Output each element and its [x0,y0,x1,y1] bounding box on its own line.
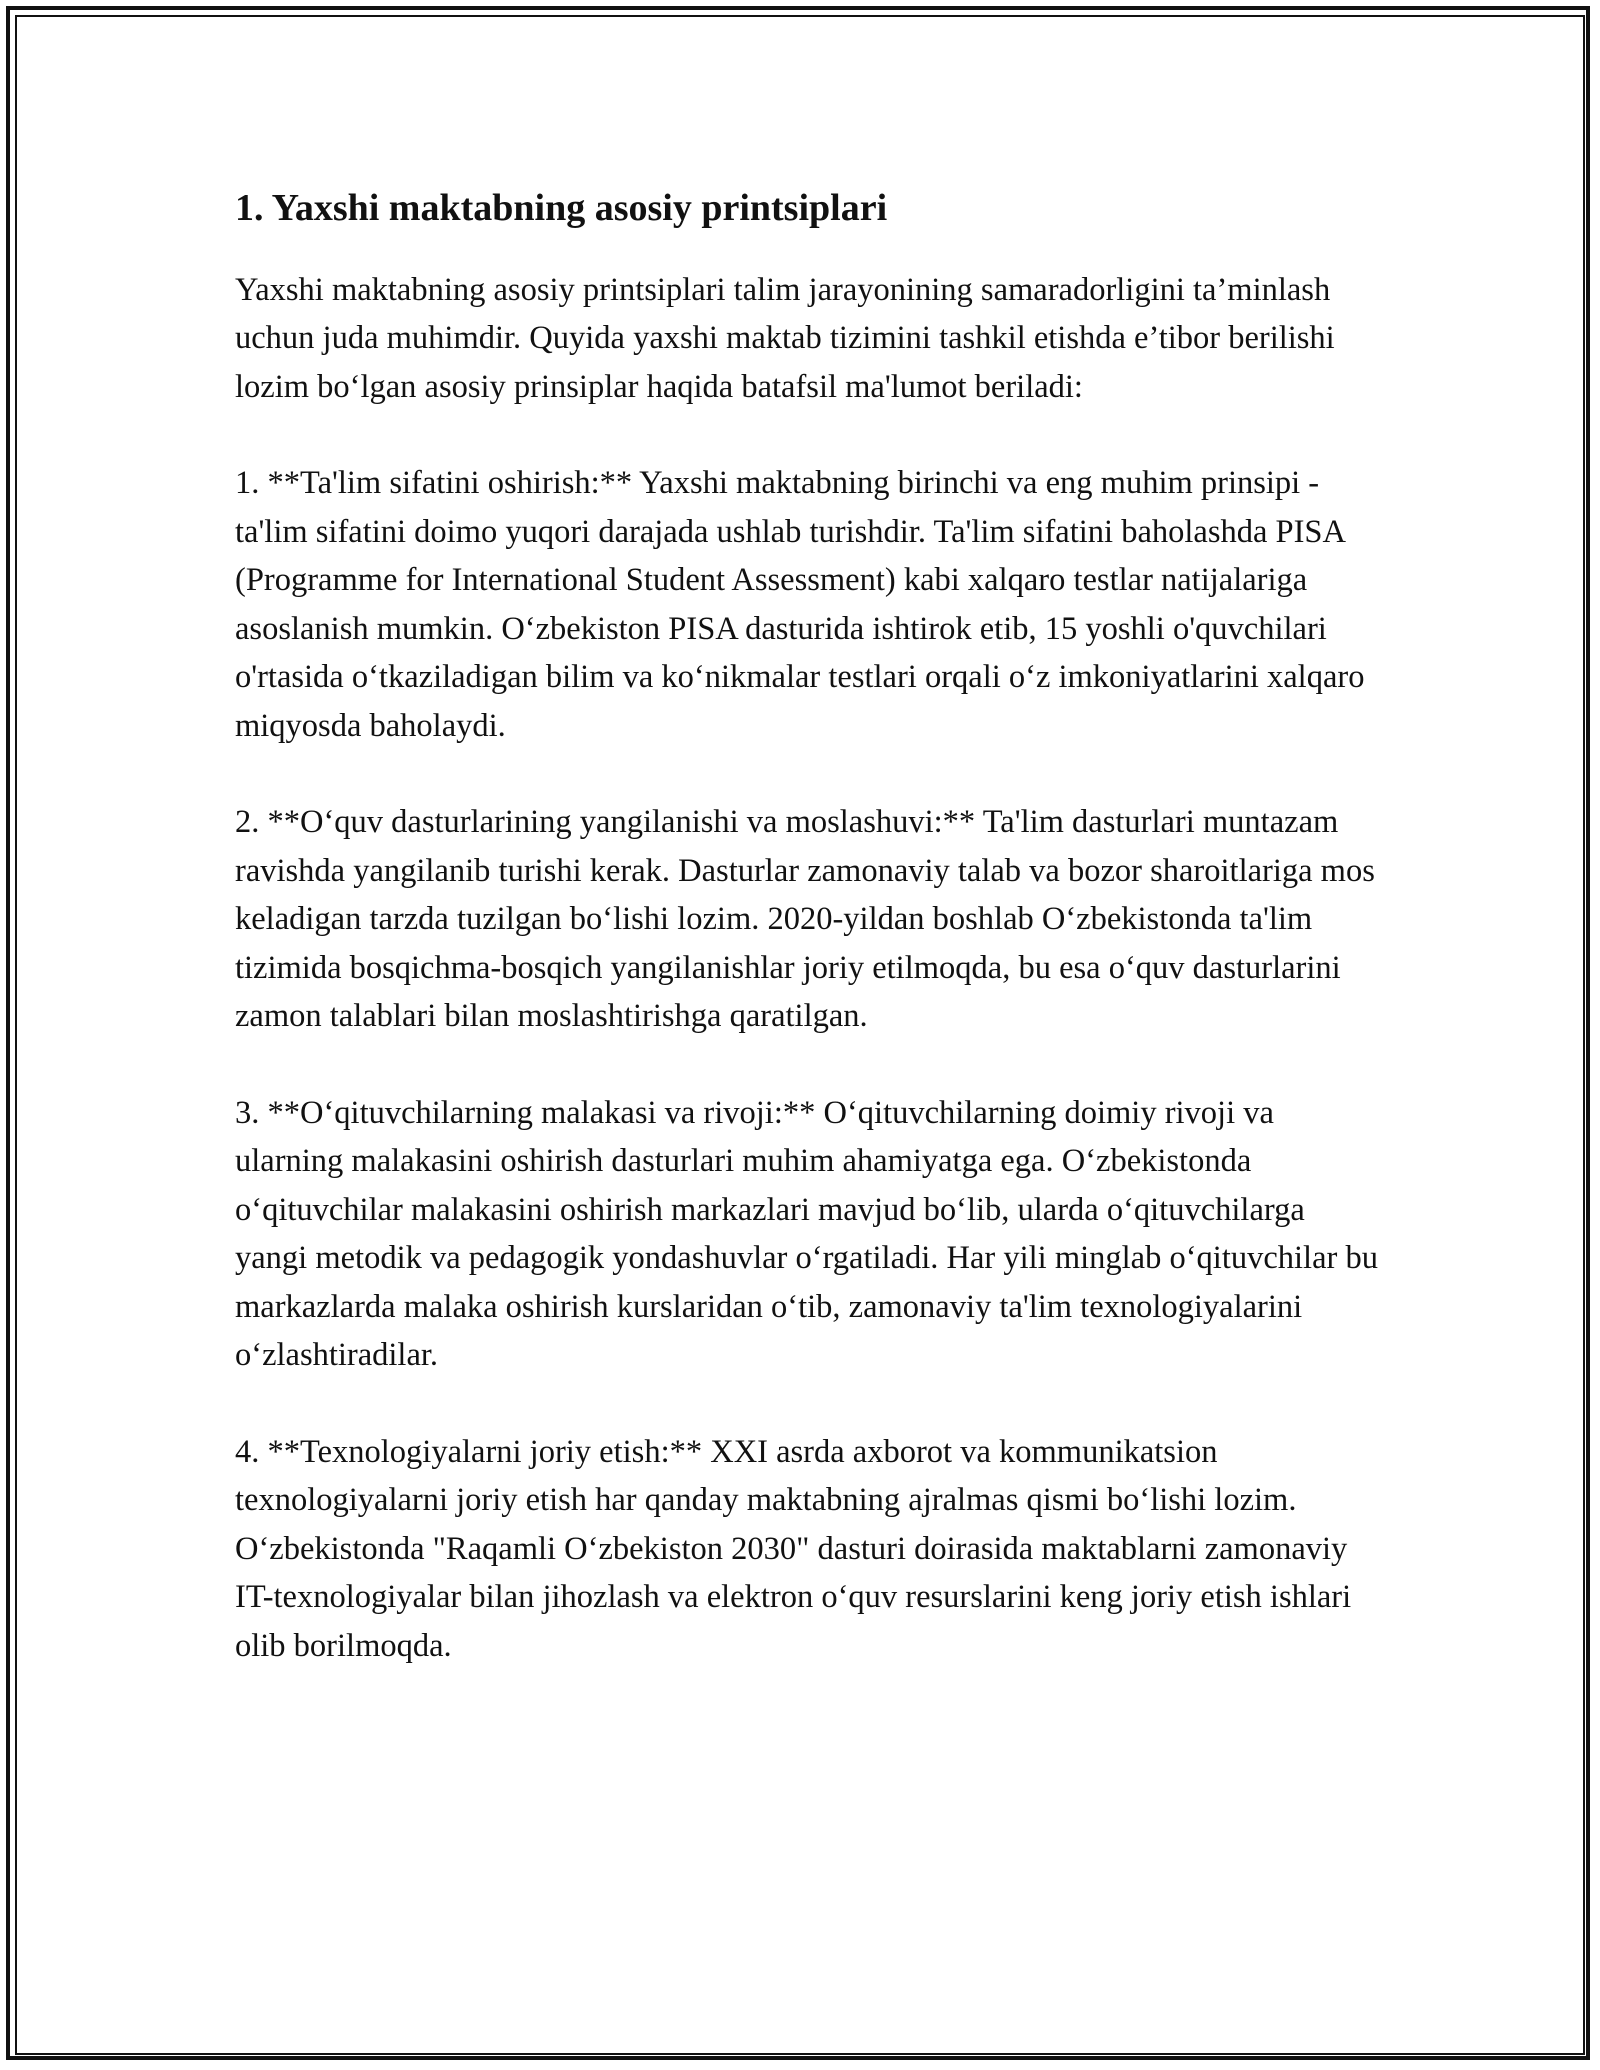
paragraph-technology: 4. **Texnologiyalarni joriy etish:** XXI asrda axborot va kommunikatsion texnologiyalarni joriy etish har qanday maktabning ajralmas qismi bo‘lishi lozim. O‘zbekistonda "Raqamli O‘zbekiston 2030" dasturi doirasida maktablarni zamonaviy IT-texnologiyalar bilan jihozlash va elektron o‘quv resurslarini keng joriy etish ishlari olib borilmoqda. [235,1433,1352,1664]
paragraph-education-quality: 1. **Ta'lim sifatini oshirish:** Yaxshi maktabning birinchi va eng muhim prinsipi - ta'lim sifatini doimo yuqori darajada ushlab turishdir. Ta'lim sifatini baholashda PISA (Programme for International Student Assessment) kabi xalqaro testlar natijalariga asoslanish mumkin. O‘zbekiston PISA dasturida ishtirok etib, 15 yoshli o'quvchilari o'rtasida o‘tkaziladigan bilim va ko‘nikmalar testlari orqali o‘z imkoniyatlarini xalqaro miqyosda baholaydi. [235,465,1365,744]
paragraph-teacher-development: 3. **O‘qituvchilarning malakasi va rivoji:** O‘qituvchilarning doimiy rivoji va ularning malakasini oshirish dasturlari muhim ahamiyatga ega. O‘zbekistonda o‘qituvchilar malakasini oshirish markazlari mavjud bo‘lib, ularda o‘qituvchilarga yangi metodik va pedagogik yondashuvlar o‘rgatiladi. Har yili minglab o‘qituvchilar bu markazlarda malaka oshirish kurslaridan o‘tib, zamonaviy ta'lim texnologiyalarini o‘zlashtiradilar. [235,1094,1378,1374]
document-title: 1. Yaxshi maktabning asosiy printsiplari [235,187,888,229]
paragraph-curriculum-update: 2. **O‘quv dasturlarining yangilanishi va moslashuvi:** Ta'lim dasturlari muntazam ravishda yangilanib turishi kerak. Dasturlar zamonaviy talab va bozor sharoitlariga mos keladigan tarzda tuzilgan bo‘lishi lozim. 2020-yildan boshlab O‘zbekistonda ta'lim tizimida bosqichma-bosqich yangilanishlar joriy etilmoqda, bu esa o‘quv dasturlarini zamon talablari bilan moslashtirishga qaratilgan. [235,804,1375,1035]
intro-paragraph: Yaxshi maktabning asosiy printsiplari talim jarayonining samaradorligini ta’minlash uchun juda muhimdir. Quyida yaxshi maktab tizimini tashkil etishda e’tibor berilishi lozim bo‘lgan asosiy prinsiplar haqida batafsil ma'lumot beriladi: [235,271,1335,405]
document-body [235,186,1385,1718]
